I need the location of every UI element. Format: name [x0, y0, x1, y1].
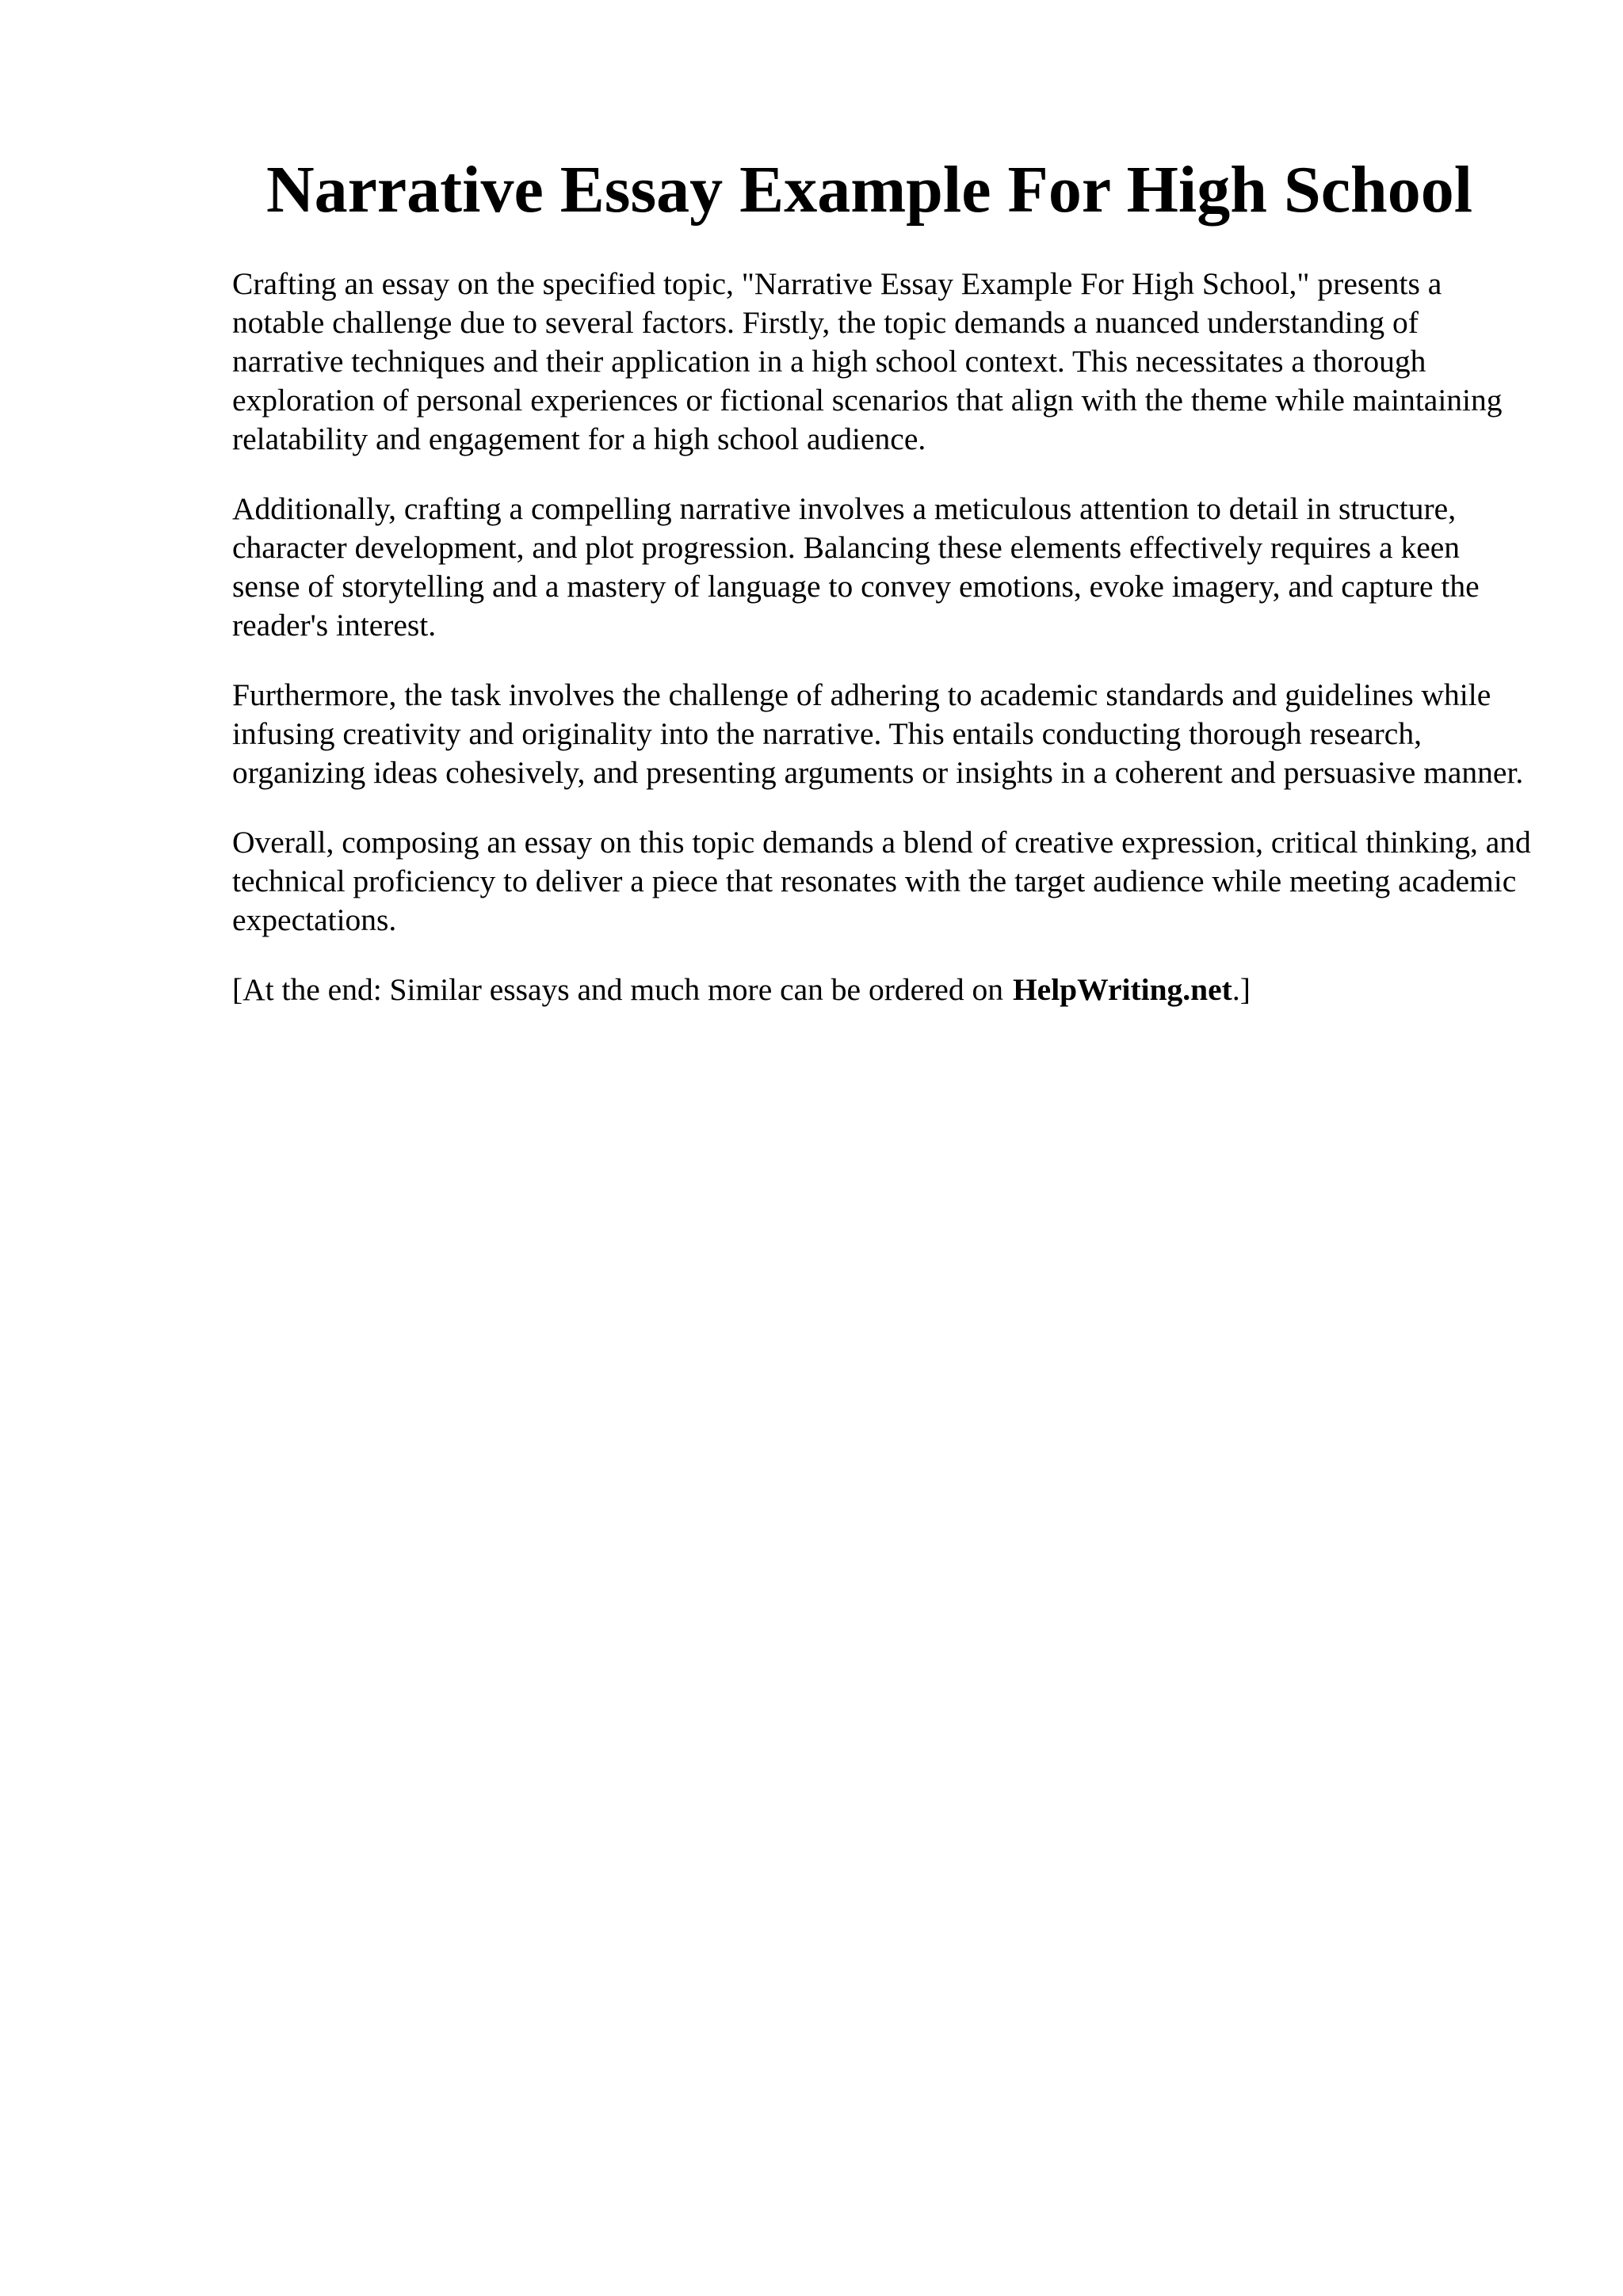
paragraph-3: Furthermore, the task involves the challenge of adhering to academic standards and guidelines while infusing creativity and originality into the narrative. This entails conducting thorough research, organizing ideas cohesively, and presenting arguments or insights in a coherent and persuasive manner.: [232, 677, 1524, 790]
document-title: Narrative Essay Example For High School: [265, 153, 1473, 227]
paragraph-2: Additionally, crafting a compelling narrative involves a meticulous attention to detail in structure, character development, and plot progression. Balancing these elements effectively requires a keen sense of storytelling and a mastery of language to convey emotions, evoke imagery, and capture the reader's interest.: [232, 491, 1480, 643]
document-body: [232, 265, 1532, 1009]
paragraph-1: Crafting an essay on the specified topic, "Narrative Essay Example For High School," presents a notable challenge due to several factors. Firstly, the topic demands a nuanced understanding of narrative techniques and their application in a high school context. This necessitates a thorough exploration of personal experiences or fictional scenarios that align with the theme while maintaining relatability and engagement for a high school audience.: [232, 266, 1503, 456]
closing-prefix: [At the end: Similar essays and much more can be ordered on: [232, 972, 1003, 1007]
helpwriting-link[interactable]: HelpWriting.net: [1012, 972, 1232, 1007]
closing-suffix: .]: [1232, 972, 1251, 1007]
closing-note: [232, 971, 1532, 1009]
paragraph-4: Overall, composing an essay on this topic demands a blend of creative expression, critical thinking, and technical proficiency to deliver a piece that resonates with the target audience while meeting academic expectations.: [232, 825, 1531, 937]
